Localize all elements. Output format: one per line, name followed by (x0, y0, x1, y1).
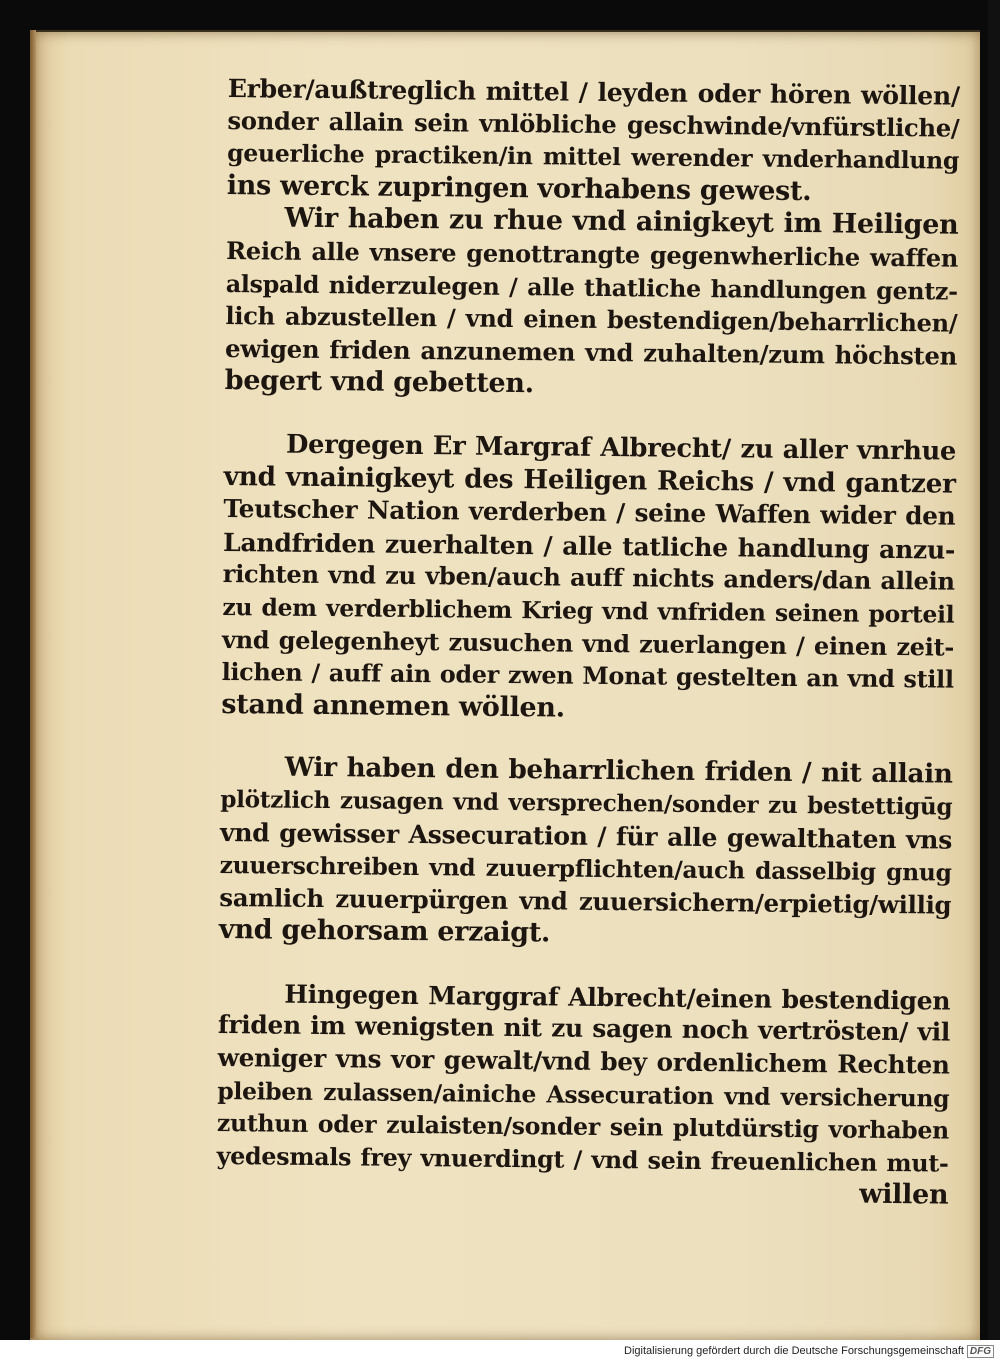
text-line: Dergegen Er Margraf Albrecht/ zu aller vnrhue (285, 429, 957, 467)
text-line: begert vnd gebetten. (224, 365, 534, 400)
text-line: sonder allain sein vnlöbliche geschwinde/vnfürstliche/ (227, 105, 960, 143)
text-line: Wir haben den beharrlichen friden / nit allain (284, 751, 953, 790)
paragraph-2 (225, 202, 959, 405)
text-line: friden im wenigsten nit zu sagen noch vertrösten/ vil (217, 1010, 951, 1048)
text-line: Hingegen Marggraf Albrecht/einen bestendigen (284, 978, 951, 1016)
paragraph-4 (219, 751, 953, 954)
digitization-footer (0, 1340, 1000, 1363)
text-line: Wir haben zu rhue vnd ainigkeyt im Heiligen (284, 202, 959, 242)
text-line: lich abzustellen / vnd einen bestendigen/beharrlichen/ (225, 301, 958, 338)
text-line: vnd vnainigkeyt des Heiligen Reichs / vnd gantzer (223, 460, 956, 500)
catchword: willen (859, 1179, 949, 1212)
text-line: Reich alle vnsere genottrangte gegenwherliche waffen (225, 235, 959, 273)
scan-edge (988, 0, 1000, 1340)
text-line: Erber/außtreglich mittel / leyden oder hören wöllen/ (227, 72, 960, 111)
page-text (216, 72, 960, 1213)
paragraph-3 (221, 428, 956, 729)
text-line: geuerliche practiken/in mittel werender vnderhandlung (227, 139, 960, 175)
funding-notice: Digitalisierung gefördert durch die Deutsche Forschungsgemeinschaft (624, 1345, 964, 1357)
text-line: Teutscher Nation verderben / seine Waffen wider den (223, 494, 956, 531)
text-line: vnd gelegenheyt zusuchen vnd zuerlangen / einen zeit- (221, 624, 955, 662)
text-line: zu dem verderblichem Krieg vnd vnfriden seinen porteil (222, 592, 955, 629)
text-line: zuuerschreiben vnd zuuerpflichten/auch dasselbig gnug (219, 851, 952, 887)
paragraph-5 (216, 977, 950, 1213)
text-line: lichen / auff ain oder zwen Monat gestelten an vnd still (221, 658, 954, 694)
text-line: vnd gehorsam erzaigt. (218, 914, 551, 949)
text-line: samlich zuuerpürgen vnd zuuersichern/erpietig/willig (219, 882, 952, 920)
text-line: alspald niderzulegen / alle thatliche handlungen gentz- (225, 269, 958, 306)
paragraph-1 (227, 72, 960, 210)
text-line: plötzlich zusagen vnd versprechen/sonder zu bestettigūg (220, 785, 953, 821)
text-line: ins werck zupringen vorhabens gewest. (226, 169, 812, 207)
text-line: ewigen friden anzunemen vnd zuhalten/zum höchsten (224, 333, 958, 371)
text-line: zuthun oder zulaisten/sonder sein plutdürstig vorhaben (216, 1109, 950, 1145)
text-line: pleiben zulassen/ainiche Assecuration vnd versicherung (217, 1076, 950, 1113)
page-spine (30, 30, 36, 1338)
text-line: vnd gewisser Assecuration / für alle gewalthaten vns (219, 817, 953, 856)
text-line: weniger vns vor gewalt/vnd bey ordenlichem Rechten (217, 1042, 950, 1080)
text-line: Landfriden zuerhalten / alle tatliche handlung anzu- (222, 526, 956, 565)
text-line: richten vnd zu vben/auch auff nichts anders/dan allein (222, 559, 955, 596)
text-line: yedesmals frey vnuerdingt / vnd sein freuenlichen mut- (216, 1141, 949, 1178)
text-line: stand annemen wöllen. (221, 688, 565, 724)
dfg-logo: DFG (967, 1345, 994, 1358)
